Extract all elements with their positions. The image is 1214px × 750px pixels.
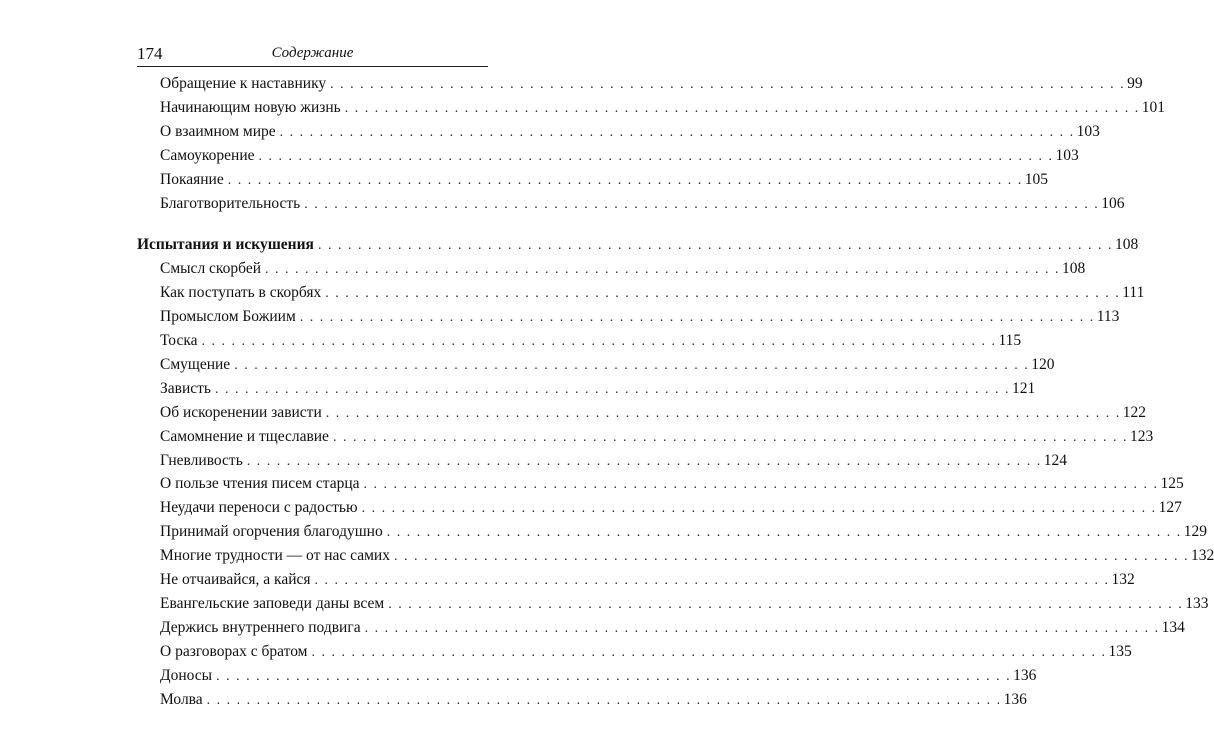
toc-entry — [160, 571, 1135, 595]
dot-leader: . . . . . . . . . . . . . . . . . . . . . . . . . . . . . . . . . . . . . . . . . . . . . . . . . . . . . . . . . . . . . . . . . . . . . . . . . . . . . . . . — [363, 477, 1159, 493]
toc-entry-title: О пользе чтения писем старца — [160, 475, 360, 493]
toc-entry-page: 125 — [1160, 475, 1184, 493]
dot-leader: . . . . . . . . . . . . . . . . . . . . . . . . . . . . . . . . . . . . . . . . . . . . . . . . . . . . . . . . . . . . . . . . . . . . . . . . . . . . . . . . — [311, 644, 1107, 660]
toc-entry — [160, 308, 1120, 332]
toc-entry-page: 127 — [1158, 499, 1182, 517]
toc-entry-page: 120 — [1031, 355, 1055, 373]
toc-entry — [160, 690, 1027, 715]
toc-entry — [160, 427, 1154, 452]
dot-leader: . . . . . . . . . . . . . . . . . . . . . . . . . . . . . . . . . . . . . . . . . . . . . . . . . . . . . . . . . . . . . . . . . . . . . . . . . . . . . . . . — [246, 453, 1042, 469]
toc-entry — [160, 170, 1048, 195]
toc-entry-page: 124 — [1043, 451, 1068, 469]
toc-entry — [160, 379, 1036, 404]
dot-leader: . . . . . . . . . . . . . . . . . . . . . . . . . . . . . . . . . . . . . . . . . . . . . . . . . . . . . . . . . . . . . . . . . . . . . . . . . . . . . . . . — [317, 238, 1113, 254]
toc-entry-page: 103 — [1055, 146, 1079, 164]
toc-entry — [160, 75, 1143, 99]
toc-entry — [160, 594, 1209, 619]
toc-entry — [160, 98, 1165, 123]
toc-entry — [160, 403, 1147, 428]
toc-entry-page: 103 — [1076, 122, 1100, 140]
toc-entry — [160, 122, 1100, 147]
toc-entry-page: 113 — [1096, 308, 1120, 326]
toc-entry — [160, 284, 1145, 308]
dot-leader: . . . . . . . . . . . . . . . . . . . . . . . . . . . . . . . . . . . . . . . . . . . . . . . . . . . . . . . . . . . . . . . . . . . . . . . . . . . . . . . . — [332, 429, 1128, 445]
toc-entry — [160, 547, 1214, 571]
dot-leader: . . . . . . . . . . . . . . . . . . . . . . . . . . . . . . . . . . . . . . . . . . . . . . . . . . . . . . . . . . . . . . . . . . . . . . . . . . . . . . . . — [299, 310, 1095, 326]
dot-leader: . . . . . . . . . . . . . . . . . . . . . . . . . . . . . . . . . . . . . . . . . . . . . . . . . . . . . . . . . . . . . . . . . . . . . . . . . . . . . . . . — [364, 620, 1160, 636]
toc-entry-title: Принимай огорчения благодушно — [160, 523, 383, 541]
toc-entry — [160, 260, 1086, 284]
dot-leader: . . . . . . . . . . . . . . . . . . . . . . . . . . . . . . . . . . . . . . . . . . . . . . . . . . . . . . . . . . . . . . . . . . . . . . . . . . . . . . . . — [325, 286, 1121, 302]
toc-entry — [160, 642, 1132, 667]
dot-leader: . . . . . . . . . . . . . . . . . . . . . . . . . . . . . . . . . . . . . . . . . . . . . . . . . . . . . . . . . . . . . . . . . . . . . . . . . . . . . . . . — [330, 77, 1126, 92]
dot-leader: . . . . . . . . . . . . . . . . . . . . . . . . . . . . . . . . . . . . . . . . . . . . . . . . . . . . . . . . . . . . . . . . . . . . . . . . . . . . . . . . — [227, 172, 1023, 188]
toc-entry-page: 115 — [998, 332, 1022, 349]
toc-entry-title: Благотворительность — [160, 194, 301, 212]
dot-leader: . . . . . . . . . . . . . . . . . . . . . . . . . . . . . . . . . . . . . . . . . . . . . . . . . . . . . . . . . . . . . . . . . . . . . . . . . . . . . . . . — [234, 357, 1030, 373]
toc-entry-title: Смысл скорбей — [160, 260, 262, 278]
toc-entry — [160, 523, 1207, 547]
dot-leader: . . . . . . . . . . . . . . . . . . . . . . . . . . . . . . . . . . . . . . . . . . . . . . . . . . . . . . . . . . . . . . . . . . . . . . . . . . . . . . . . — [279, 124, 1075, 140]
toc-entry-title: Зависть — [160, 379, 211, 397]
toc-entry-title: Евангельские заповеди даны всем — [160, 594, 385, 612]
toc-entry-title: Многие трудности — от нас самих — [160, 547, 390, 565]
toc-entry-page: 132 — [1190, 547, 1214, 565]
dot-leader: . . . . . . . . . . . . . . . . . . . . . . . . . . . . . . . . . . . . . . . . . . . . . . . . . . . . . . . . . . . . . . . . . . . . . . . . . . . . . . . . — [214, 381, 1010, 397]
toc-entry-page: 134 — [1161, 618, 1185, 636]
toc-entry-title: Держись внутреннего подвига — [160, 618, 361, 636]
toc-entry-page: 108 — [1062, 260, 1086, 278]
dot-leader: . . . . . . . . . . . . . . . . . . . . . . . . . . . . . . . . . . . . . . . . . . . . . . . . . . . . . . . . . . . . . . . . . . . . . . . . . . . . . . . . — [314, 573, 1110, 588]
toc-entry — [160, 332, 1022, 356]
toc-entry-page: 129 — [1183, 523, 1207, 541]
dot-leader: . . . . . . . . . . . . . . . . . . . . . . . . . . . . . . . . . . . . . . . . . . . . . . . . . . . . . . . . . . . . . . . . . . . . . . . . . . . . . . . . — [265, 262, 1061, 278]
toc-entry — [160, 451, 1068, 476]
toc-entry-page: 133 — [1185, 594, 1209, 612]
toc-entry-page: 105 — [1024, 170, 1048, 188]
toc-entry-title: Об искоренении зависти — [160, 403, 322, 421]
toc-entry-page: 99 — [1127, 75, 1143, 92]
toc-entry-page: 106 — [1101, 194, 1125, 212]
toc-entry-page: 122 — [1122, 403, 1147, 421]
running-title: Содержание — [271, 45, 354, 61]
toc-entry-page: 132 — [1111, 571, 1135, 588]
dot-leader: . . . . . . . . . . . . . . . . . . . . . . . . . . . . . . . . . . . . . . . . . . . . . . . . . . . . . . . . . . . . . . . . . . . . . . . . . . . . . . . . — [344, 100, 1140, 116]
toc-entry-page: 111 — [1122, 284, 1145, 302]
toc-entry — [160, 499, 1182, 523]
toc-entry-title: Не отчаивайся, а кайся — [160, 571, 311, 588]
toc-entry — [160, 475, 1184, 499]
toc-entry-title: Промыслом Божиим — [160, 308, 296, 326]
dot-leader: . . . . . . . . . . . . . . . . . . . . . . . . . . . . . . . . . . . . . . . . . . . . . . . . . . . . . . . . . . . . . . . . . . . . . . . . . . . . . . . . — [386, 525, 1182, 541]
dot-leader: . . . . . . . . . . . . . . . . . . . . . . . . . . . . . . . . . . . . . . . . . . . . . . . . . . . . . . . . . . . . . . . . . . . . . . . . . . . . . . . . — [393, 549, 1189, 565]
toc-section — [137, 236, 1139, 260]
toc-entry-title: О взаимном мире — [160, 122, 276, 140]
page-header — [137, 44, 488, 67]
toc-entry-title: Начинающим новую жизнь — [160, 98, 341, 116]
toc-entry-title: Молва — [160, 690, 203, 708]
toc-entry-title: Покаяние — [160, 170, 224, 188]
dot-leader: . . . . . . . . . . . . . . . . . . . . . . . . . . . . . . . . . . . . . . . . . . . . . . . . . . . . . . . . . . . . . . . . . . . . . . . . . . . . . . . . — [258, 148, 1054, 164]
toc-entry-title: Самомнение и тщеславие — [160, 427, 329, 445]
toc-entry-page: 136 — [1013, 666, 1037, 684]
toc-entry-title: Обращение к наставнику — [160, 75, 327, 92]
toc-entry-title: Неудачи переноси с радостью — [160, 499, 358, 517]
dot-leader: . . . . . . . . . . . . . . . . . . . . . . . . . . . . . . . . . . . . . . . . . . . . . . . . . . . . . . . . . . . . . . . . . . . . . . . . . . . . . . . . — [325, 405, 1121, 421]
toc-entry-title: О разговорах с братом — [160, 642, 308, 660]
toc-entry-title: Самоукорение — [160, 146, 255, 164]
toc-section-page: 108 — [1114, 236, 1139, 254]
toc-entry-title: Смущение — [160, 355, 231, 373]
toc-entry — [160, 666, 1037, 691]
toc-entry-title: Как поступать в скорбях — [160, 284, 322, 302]
page-number: 174 — [137, 44, 163, 63]
toc-section-title: Испытания и искушения — [137, 236, 314, 254]
toc-entry-title: Тоска — [160, 332, 198, 349]
toc-entry — [160, 194, 1125, 219]
toc-entry-title: Доносы — [160, 666, 213, 684]
toc-entry-title: Гневливость — [160, 451, 243, 469]
toc-entry — [160, 146, 1079, 171]
dot-leader: . . . . . . . . . . . . . . . . . . . . . . . . . . . . . . . . . . . . . . . . . . . . . . . . . . . . . . . . . . . . . . . . . . . . . . . . . . . . . . . . — [201, 334, 997, 349]
toc-entry — [160, 355, 1055, 380]
dot-leader: . . . . . . . . . . . . . . . . . . . . . . . . . . . . . . . . . . . . . . . . . . . . . . . . . . . . . . . . . . . . . . . . . . . . . . . . . . . . . . . . — [361, 501, 1157, 517]
dot-leader: . . . . . . . . . . . . . . . . . . . . . . . . . . . . . . . . . . . . . . . . . . . . . . . . . . . . . . . . . . . . . . . . . . . . . . . . . . . . . . . . — [216, 668, 1012, 684]
toc-entry-page: 101 — [1141, 98, 1165, 116]
toc-entry-page: 135 — [1108, 642, 1132, 660]
toc-entry-page: 136 — [1003, 690, 1027, 708]
dot-leader: . . . . . . . . . . . . . . . . . . . . . . . . . . . . . . . . . . . . . . . . . . . . . . . . . . . . . . . . . . . . . . . . . . . . . . . . . . . . . . . . — [304, 196, 1100, 212]
dot-leader: . . . . . . . . . . . . . . . . . . . . . . . . . . . . . . . . . . . . . . . . . . . . . . . . . . . . . . . . . . . . . . . . . . . . . . . . . . . . . . . . — [206, 692, 1002, 708]
dot-leader: . . . . . . . . . . . . . . . . . . . . . . . . . . . . . . . . . . . . . . . . . . . . . . . . . . . . . . . . . . . . . . . . . . . . . . . . . . . . . . . . — [388, 596, 1184, 612]
toc-entry-page: 121 — [1011, 379, 1036, 397]
toc-entry-page: 123 — [1129, 427, 1154, 445]
toc-entry — [160, 618, 1185, 643]
